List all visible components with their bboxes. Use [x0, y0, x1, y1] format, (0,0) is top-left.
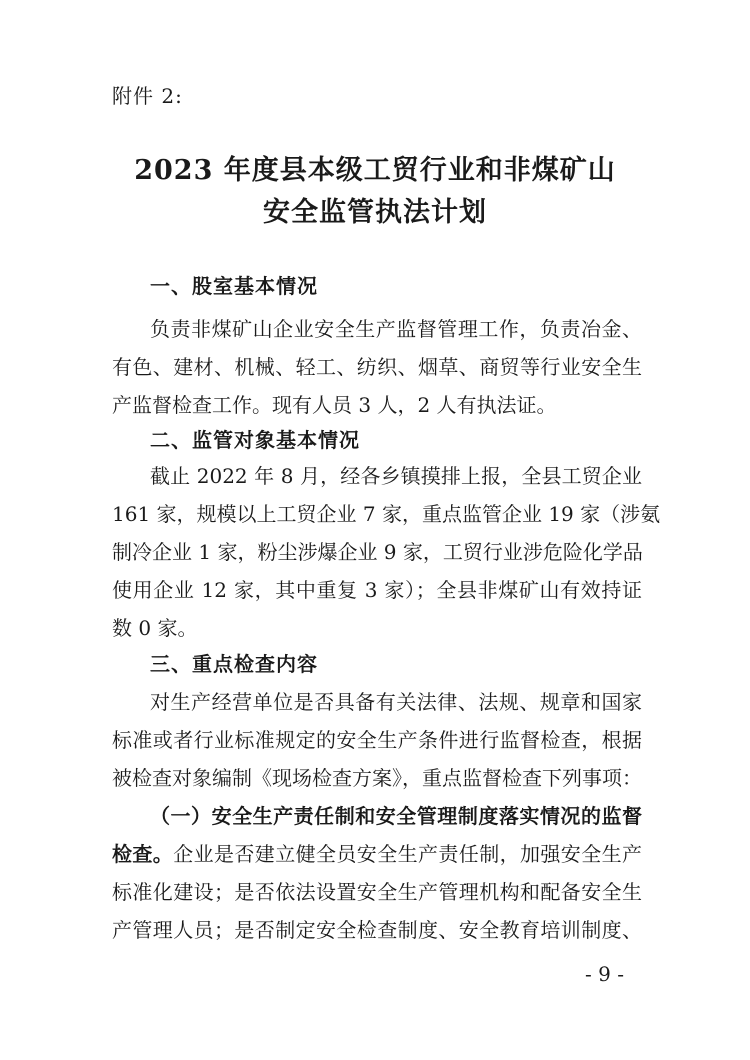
paragraph-line: 标准化建设；是否依法设置安全生产管理机构和配备安全生 — [112, 880, 642, 904]
paragraph-line: 负责非煤矿山企业安全生产监督管理工作，负责冶金、 — [150, 317, 642, 341]
section-2-heading: 二、监管对象基本情况 — [150, 428, 360, 452]
page-number: - 9 - — [585, 962, 624, 986]
paragraph-line: 截止 2022 年 8 月，经各乡镇摸排上报，全县工贸企业 — [150, 464, 642, 488]
paragraph-line: 产管理人员；是否制定安全检查制度、安全教育培训制度、 — [112, 918, 642, 942]
section-1-heading: 一、股室基本情况 — [150, 274, 318, 298]
paragraph-line: 有色、建材、机械、轻工、纺织、烟草、商贸等行业安全生 — [112, 355, 642, 379]
paragraph-line: 标准或者行业标准规定的安全生产条件进行监督检查，根据 — [112, 728, 642, 752]
paragraph-line: 产监督检查工作。现有人员 3 人，2 人有执法证。 — [112, 393, 557, 417]
paragraph-line: 制冷企业 1 家，粉尘涉爆企业 9 家，工贸行业涉危险化学品 — [112, 540, 643, 564]
paragraph-line: 161 家，规模以上工贸企业 7 家，重点监管企业 19 家（涉氨 — [112, 502, 661, 526]
paragraph-text: 企业是否建立健全员安全生产责任制，加强安全生产 — [173, 842, 643, 866]
paragraph-line: 数 0 家。 — [112, 616, 198, 640]
subsection-1-heading: （一）安全生产责任制和安全管理制度落实情况的监督 — [150, 804, 642, 828]
attachment-label: 附件 2: — [112, 84, 183, 108]
paragraph-line: 使用企业 12 家，其中重复 3 家）；全县非煤矿山有效持证 — [112, 578, 642, 602]
paragraph-line: 被检查对象编制《现场检查方案》，重点监督检查下列事项： — [112, 766, 642, 790]
subsection-1-heading-end: 检查。 — [112, 842, 174, 866]
paragraph-line-mixed — [112, 838, 642, 867]
section-3-heading: 三、重点检查内容 — [150, 652, 318, 676]
document-title-line-1: 2023 年度县本级工贸行业和非煤矿山 — [134, 155, 616, 186]
paragraph-line: 对生产经营单位是否具备有关法律、法规、规章和国家 — [150, 690, 642, 714]
document-title-line-2: 安全监管执法计划 — [263, 197, 487, 228]
